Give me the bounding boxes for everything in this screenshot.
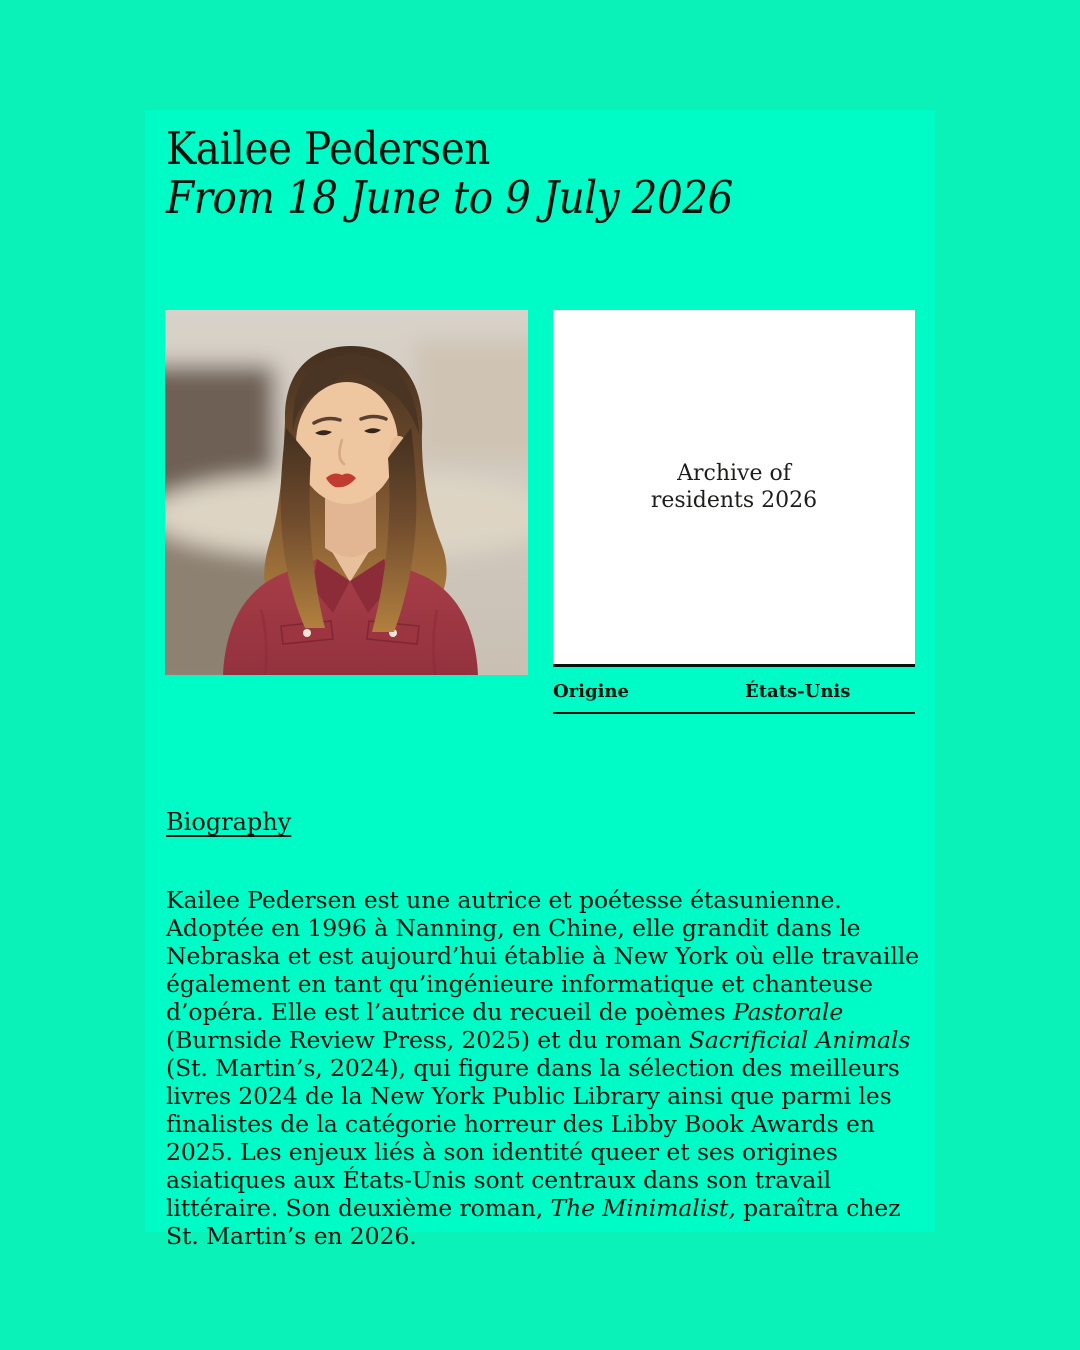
biography-heading: Biography <box>166 808 292 836</box>
origin-label: Origine <box>553 681 629 702</box>
archive-card-line2: residents 2026 <box>650 488 818 513</box>
content-panel <box>145 110 935 1250</box>
page-header <box>166 124 733 222</box>
residency-dates: From 18 June to 9 July 2026 <box>166 171 733 224</box>
portrait-photo <box>165 310 528 675</box>
resident-name: Kailee Pedersen <box>166 122 490 175</box>
archive-card-line1: Archive of <box>677 461 791 486</box>
media-row <box>165 310 915 820</box>
archive-card-column <box>553 310 915 714</box>
origin-info-row <box>553 667 915 714</box>
origin-value: États-Unis <box>745 681 851 702</box>
portrait-illustration <box>165 310 528 675</box>
archive-card-label <box>651 460 817 514</box>
archive-of-residents-card[interactable] <box>553 310 915 667</box>
biography-paragraph: Kailee Pedersen est une autrice et poétesse étasunienne. Adoptée en 1996 à Nanning, en Chine, elle grandit dans le Nebraska et est aujourd’hui établie à New York où elle travaille également en tant qu’ingénieure informatique et chanteuse d’opéra. Elle est l’autrice du recueil de poèmes Pastorale (Burnside Review Press, 2025) et du roman Sacrificial Animals (St. Martin’s, 2024), qui figure dans la sélection des meilleurs livres 2024 de la New York Public Library ainsi que parmi les finalistes de la catégorie horreur des Libby Book Awards en 2025. Les enjeux liés à son identité queer et ses origines asiatiques aux États-Unis sont centraux dans son travail littéraire. Son deuxième roman, The Minimalist, paraîtra chez St. Martin’s en 2026. <box>166 885 919 1250</box>
